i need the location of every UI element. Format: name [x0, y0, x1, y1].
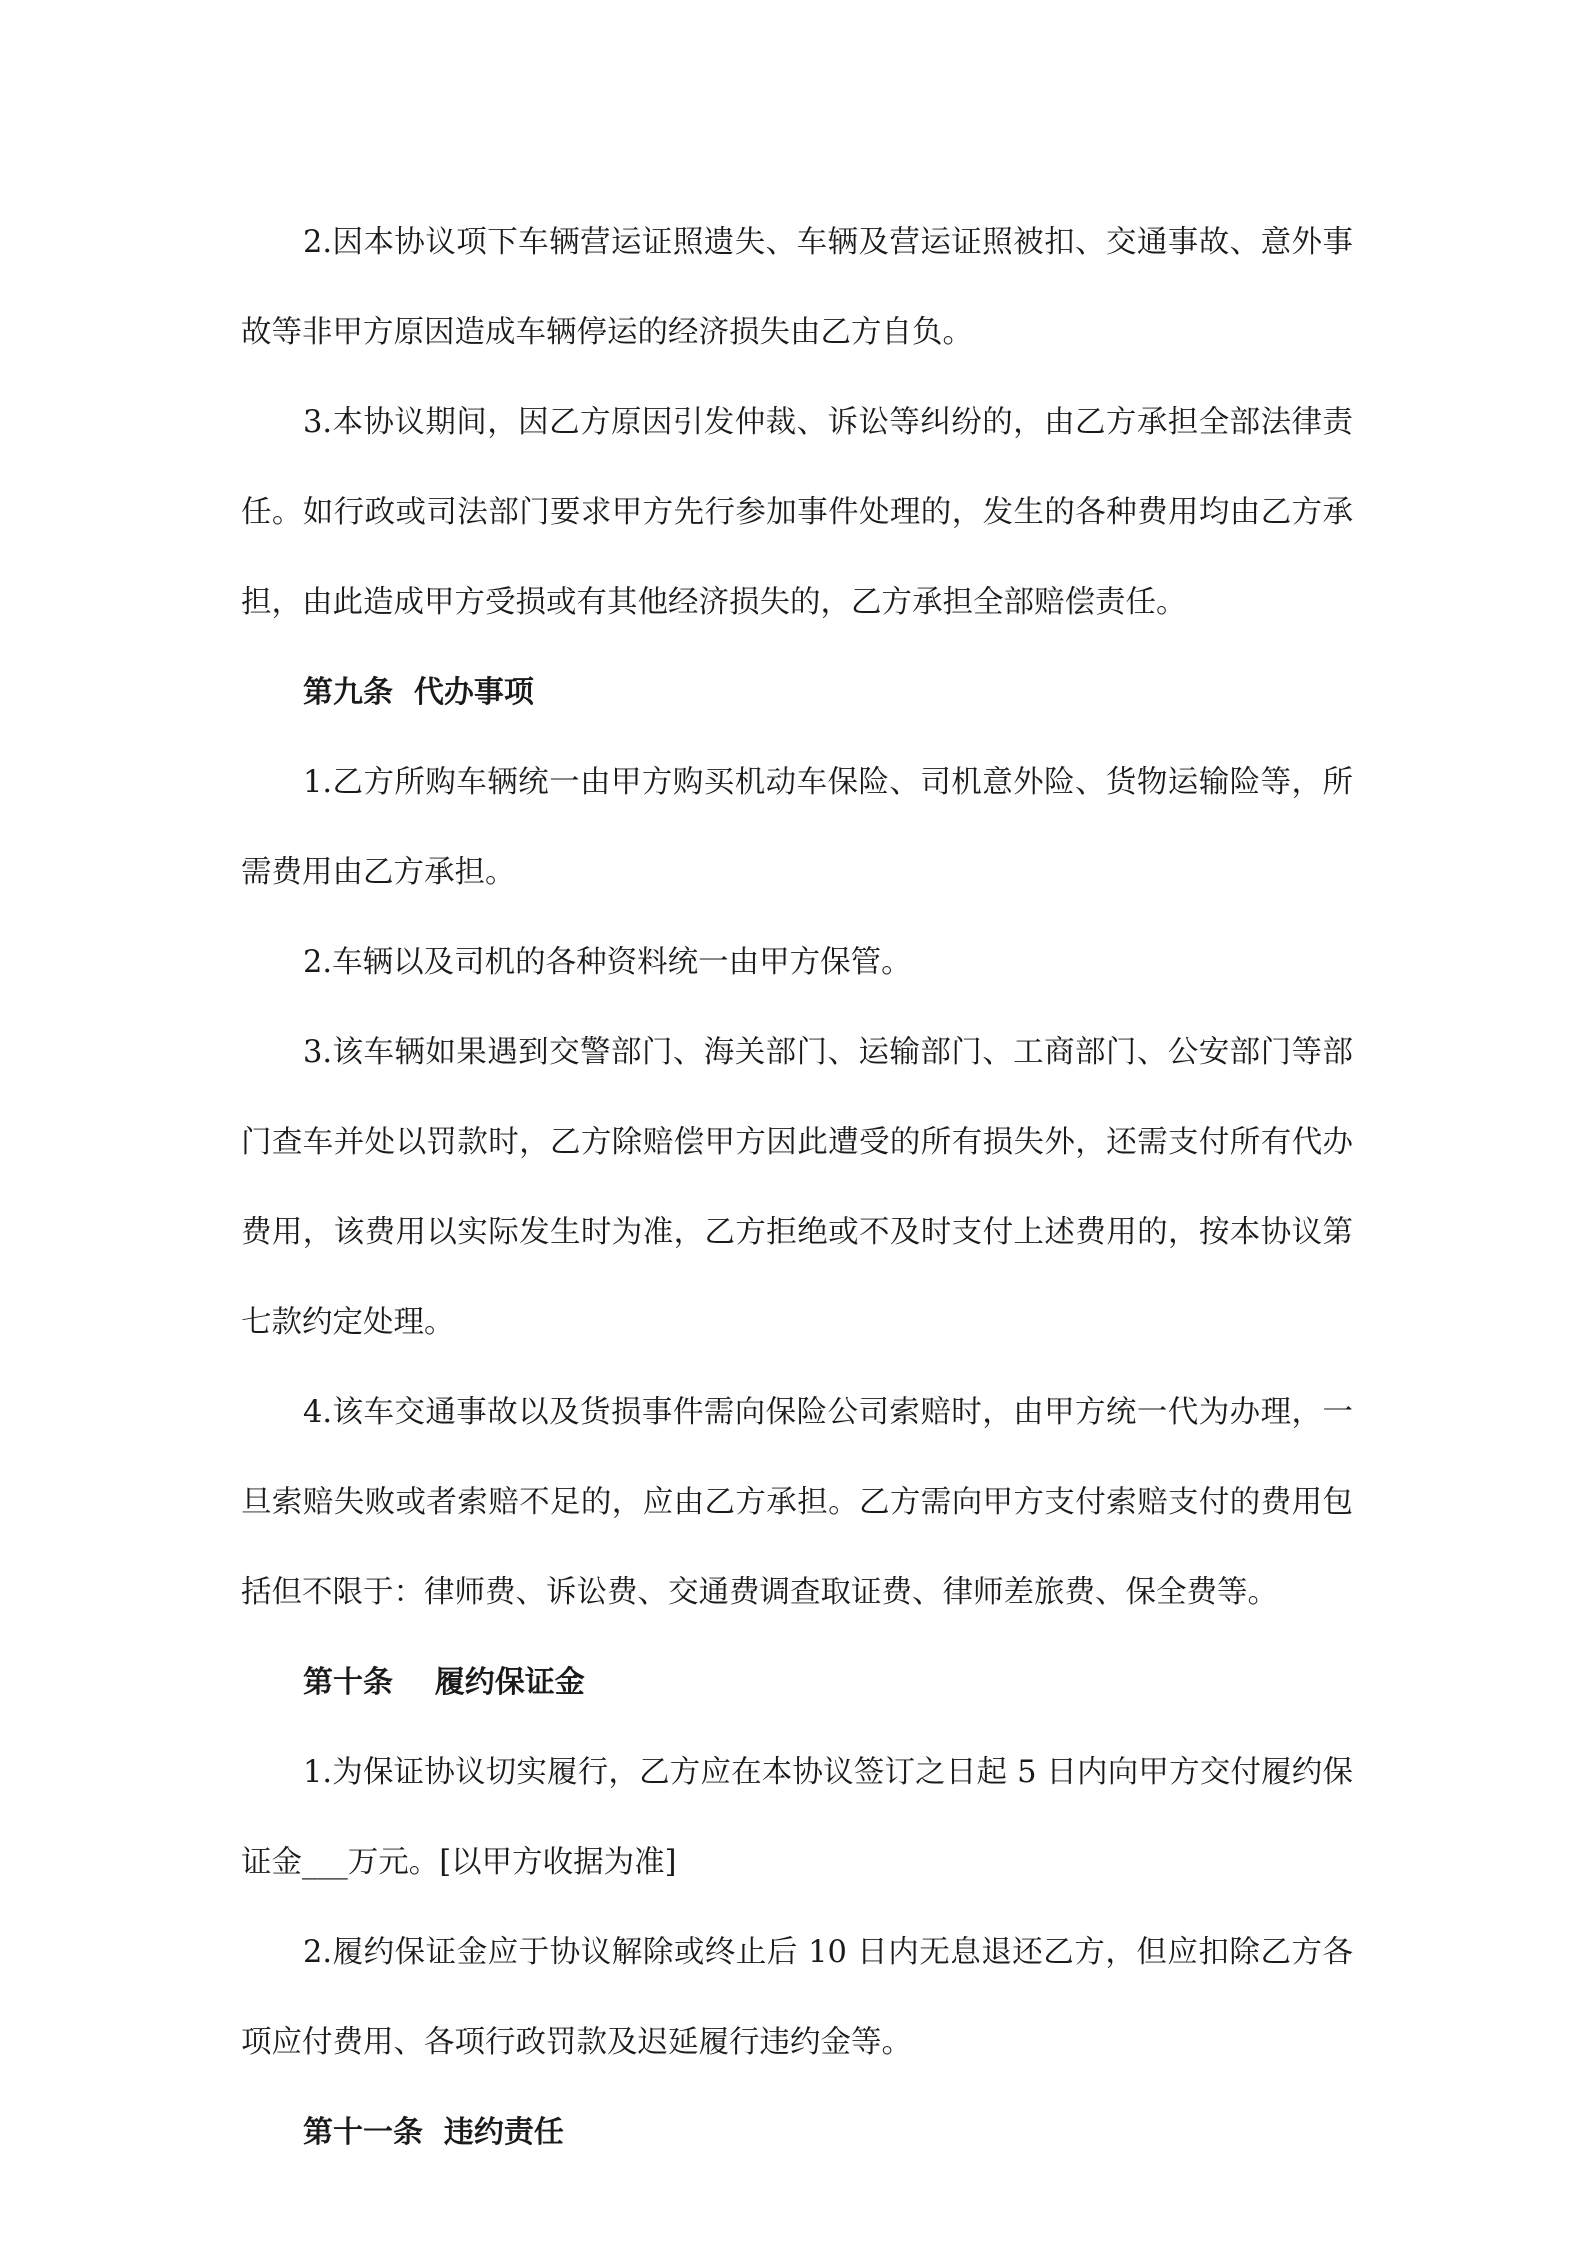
- paragraph-clause-8-2: 2.因本协议项下车辆营运证照遗失、车辆及营运证照被扣、交通事故、意外事故等非甲方原因造成车辆停运的经济损失由乙方自负。: [241, 225, 1353, 350]
- paragraph-clause-10-1: 1.为保证协议切实履行，乙方应在本协议签订之日起 5 日内向甲方交付履约保证金___万元。[以甲方收据为准]: [241, 1755, 1353, 1880]
- section-heading-article-10: 第十条 履约保证金: [303, 1665, 585, 1700]
- paragraph-clause-9-3: 3.该车辆如果遇到交警部门、海关部门、运输部门、工商部门、公安部门等部门查车并处以罚款时，乙方除赔偿甲方因此遭受的所有损失外，还需支付所有代办费用，该费用以实际发生时为准，乙方拒绝或不及时支付上述费用的，按本协议第七款约定处理。: [241, 1035, 1353, 1340]
- paragraph-clause-10-2: 2.履约保证金应于协议解除或终止后 10 日内无息退还乙方，但应扣除乙方各项应付费用、各项行政罚款及迟延履行违约金等。: [241, 1935, 1353, 2060]
- paragraph-clause-8-3: 3.本协议期间，因乙方原因引发仲裁、诉讼等纠纷的，由乙方承担全部法律责任。如行政或司法部门要求甲方先行参加事件处理的，发生的各种费用均由乙方承担，由此造成甲方受损或有其他经济损失的，乙方承担全部赔偿责任。: [241, 405, 1353, 620]
- paragraph-clause-9-2: 2.车辆以及司机的各种资料统一由甲方保管。: [303, 945, 912, 980]
- document-body: [241, 198, 1353, 2178]
- paragraph-clause-9-1: 1.乙方所购车辆统一由甲方购买机动车保险、司机意外险、货物运输险等，所需费用由乙方承担。: [241, 765, 1353, 890]
- paragraph-clause-9-4: 4.该车交通事故以及货损事件需向保险公司索赔时，由甲方统一代为办理，一旦索赔失败或者索赔不足的，应由乙方承担。乙方需向甲方支付索赔支付的费用包括但不限于：律师费、诉讼费、交通费调查取证费、律师差旅费、保全费等。: [241, 1395, 1353, 1610]
- section-heading-article-11: 第十一条 违约责任: [303, 2115, 564, 2150]
- section-heading-article-9: 第九条 代办事项: [303, 675, 534, 710]
